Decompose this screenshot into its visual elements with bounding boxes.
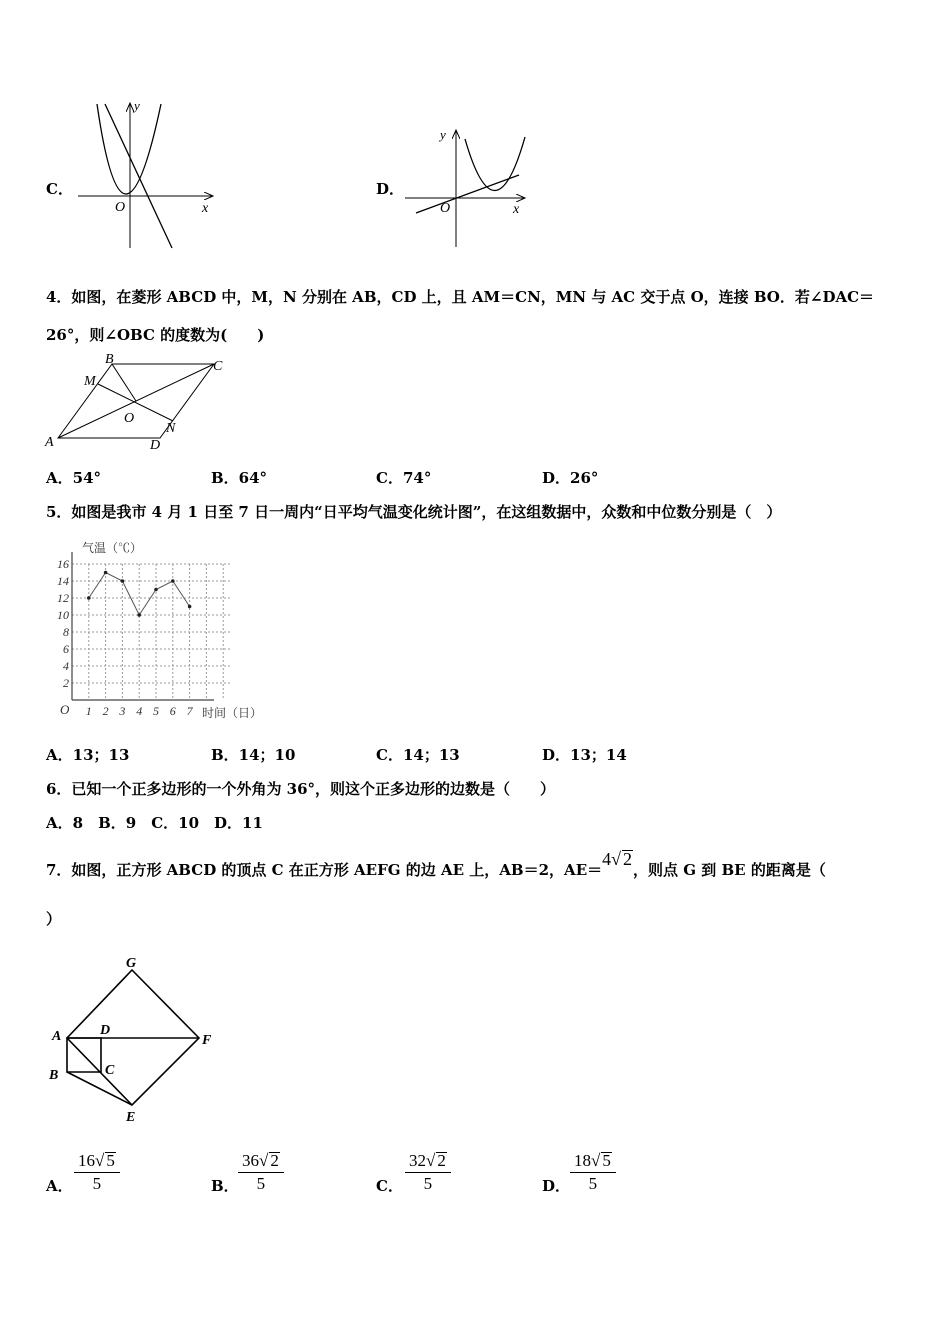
chart-x-label: 时间（日） (202, 706, 263, 720)
q7-stem-part2: ，则点 G 到 BE 的距离是（ (633, 861, 826, 879)
q3-graph-d (402, 125, 532, 250)
x-tick-label: 2 (102, 704, 109, 718)
line (105, 104, 172, 248)
q7-stem-line2: ） (46, 910, 62, 928)
q5-option-b: B．14；10 (211, 746, 296, 764)
denominator: 5 (423, 1174, 433, 1193)
q7-option-d-label: D． (542, 1177, 571, 1195)
parabola (465, 137, 525, 191)
chart-x-ticks (86, 704, 194, 718)
data-point-day-5 (154, 588, 158, 592)
q3-graph-c (75, 98, 220, 250)
q3-option-c-label: C． (46, 180, 73, 198)
x-tick-label: 6 (169, 704, 176, 718)
segment-mn (98, 384, 173, 421)
q7-option-c-label: C． (376, 1177, 403, 1195)
label-o: O (124, 411, 135, 426)
numerator: 32√ 2 (405, 1150, 451, 1173)
q4-stem-line2: 26°，则∠OBC 的度数为( ) (46, 326, 265, 344)
q7-option-b-fraction (238, 1150, 284, 1195)
label-f: F (202, 1033, 212, 1048)
x-tick-label: 4 (136, 704, 143, 718)
chart-grid (72, 564, 232, 700)
q5-option-a: A．13；13 (46, 746, 130, 764)
q5-temperature-chart (48, 534, 278, 724)
origin-label: O (440, 201, 451, 216)
data-point-day-3 (121, 579, 125, 583)
q7-option-a-label: A． (46, 1177, 73, 1195)
chart-y-ticks (57, 557, 69, 690)
q7-option-c-fraction (405, 1150, 451, 1195)
q6-stem: 6．已知一个正多边形的一个外角为 36°，则这个正多边形的边数是（ ） (46, 780, 556, 798)
data-point-day-1 (87, 596, 91, 600)
parabola (97, 104, 161, 194)
denominator: 5 (256, 1174, 266, 1193)
data-point-day-2 (104, 571, 108, 575)
y-tick-label: 16 (57, 557, 69, 571)
q7-stem-part1: 7．如图，正方形 ABCD 的顶点 C 在正方形 AEFG 的边 AE 上，AB＝2，AE＝ (46, 861, 603, 879)
y-tick-label: 6 (63, 642, 69, 656)
x-tick-label: 3 (119, 704, 126, 718)
q6-options: A．8 B．9 C．10 D．11 (46, 814, 263, 832)
q4-rhombus-figure (40, 352, 235, 452)
q4-option-c: C．74° (376, 469, 432, 487)
q7-squares-figure (44, 950, 224, 1130)
y-tick-label: 2 (63, 676, 69, 690)
q7-option-b-label: B． (211, 1177, 239, 1195)
q7-option-d-fraction (570, 1150, 616, 1195)
y-tick-label: 8 (63, 625, 69, 639)
numerator: 16√ 5 (74, 1150, 120, 1173)
q3-option-d-label: D． (376, 180, 405, 198)
q7-option-a-fraction (74, 1150, 120, 1195)
q5-stem: 5．如图是我市 4 月 1 日至 7 日一周内“日平均气温变化统计图”，在这组数据中，众数和中位数分别是（ ） (46, 503, 782, 521)
ae-coef: 4 (602, 849, 612, 869)
label-d: D (100, 1023, 111, 1038)
line (416, 175, 519, 213)
label-c: C (213, 359, 223, 374)
x-tick-label: 1 (85, 704, 92, 718)
q7-ae-value: 4√ 2 (602, 849, 633, 869)
origin-label: O (115, 200, 126, 215)
chart-origin-label: O (60, 702, 70, 717)
label-m: M (84, 374, 96, 389)
denominator: 5 (92, 1174, 102, 1193)
denominator: 5 (588, 1174, 598, 1193)
label-b: B (49, 1068, 59, 1083)
x-label: x (202, 201, 209, 216)
data-point-day-4 (137, 613, 141, 617)
label-e: E (126, 1110, 136, 1125)
label-n: N (166, 421, 176, 436)
y-tick-label: 14 (57, 574, 69, 588)
x-label: x (513, 202, 520, 217)
y-label: y (134, 98, 140, 113)
segment-bo (112, 364, 136, 401)
ae-radicand: 2 (623, 849, 633, 869)
chart-y-label: 气温（℃） (82, 541, 143, 555)
q4-stem-line1: 4．如图，在菱形 ABCD 中，M，N 分别在 AB，CD 上，且 AM＝CN，MN 与 AC 交于点 O，连接 BO．若∠DAC＝ (46, 288, 875, 306)
label-b: B (105, 352, 114, 367)
y-tick-label: 10 (57, 608, 69, 622)
q4-option-b: B．64° (211, 469, 268, 487)
x-tick-label: 5 (153, 704, 159, 718)
q7-stem-line1 (46, 849, 826, 880)
numerator: 36√ 2 (238, 1150, 284, 1173)
label-a: A (52, 1029, 62, 1044)
y-label: y (440, 127, 446, 142)
numerator: 18√ 5 (570, 1150, 616, 1173)
label-d: D (150, 438, 161, 452)
y-tick-label: 12 (57, 591, 69, 605)
q5-option-d: D．13；14 (542, 746, 627, 764)
data-point-day-7 (188, 605, 192, 609)
label-c: C (105, 1063, 115, 1078)
q4-option-a: A．54° (46, 469, 102, 487)
q5-option-c: C．14；13 (376, 746, 460, 764)
label-g: G (126, 956, 137, 971)
x-tick-label: 7 (186, 704, 193, 718)
data-point-day-6 (171, 579, 175, 583)
y-tick-label: 4 (63, 659, 69, 673)
segment-be (67, 1072, 132, 1105)
q4-option-d: D．26° (542, 469, 599, 487)
label-a: A (45, 435, 54, 450)
